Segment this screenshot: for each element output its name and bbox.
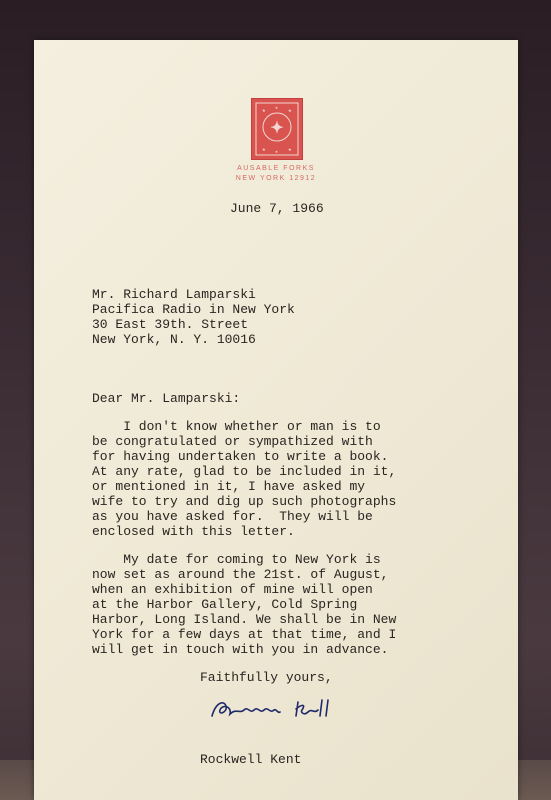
letter-date: June 7, 1966 <box>230 201 324 216</box>
address-line: New York, N. Y. 10016 <box>92 332 256 347</box>
closing: Faithfully yours, <box>200 670 333 685</box>
paragraph-line: I don't know whether or man is to <box>92 419 381 434</box>
svg-text:★: ★ <box>288 107 292 114</box>
address-line: Pacifica Radio in New York <box>92 302 295 317</box>
paragraph-line: enclosed with this letter. <box>92 524 295 539</box>
svg-text:✦: ✦ <box>270 118 284 137</box>
press-seal-icon <box>251 98 303 160</box>
paragraph-line: York for a few days at that time, and I <box>92 627 397 642</box>
paragraph-line: at the Harbor Gallery, Cold Spring <box>92 597 358 612</box>
paragraph-line: as you have asked for. They will be <box>92 509 373 524</box>
svg-text:★: ★ <box>288 146 292 153</box>
paragraph-line: now set as around the 21st. of August, <box>92 567 389 582</box>
address-line: Mr. Richard Lamparski <box>92 287 256 302</box>
paragraph-line: when an exhibition of mine will open <box>92 582 373 597</box>
svg-text:★: ★ <box>262 146 266 153</box>
paragraph-line: At any rate, glad to be included in it, <box>92 464 397 479</box>
paragraph-line: My date for coming to New York is <box>92 552 381 567</box>
signer-name: Rockwell Kent <box>200 752 302 767</box>
svg-text:★: ★ <box>275 149 279 155</box>
letter-sheet <box>34 40 518 800</box>
paragraph-line: or mentioned in it, I have asked my <box>92 479 366 494</box>
paragraph-line: wife to try and dig up such photographs <box>92 494 397 509</box>
paragraph-line: will get in touch with you in advance. <box>92 642 389 657</box>
press-location: NEW YORK 12912 <box>235 175 317 182</box>
svg-text:★: ★ <box>262 107 266 114</box>
address-line: 30 East 39th. Street <box>92 317 249 332</box>
press-name: AUSABLE FORKS <box>237 165 315 172</box>
paragraph-line: Harbor, Long Island. We shall be in New <box>92 612 397 627</box>
paragraph-line: for having undertaken to write a book. <box>92 449 389 464</box>
svg-text:★: ★ <box>275 105 279 111</box>
handwritten-signature <box>206 694 346 724</box>
salutation: Dear Mr. Lamparski: <box>92 391 241 406</box>
paragraph-line: be congratulated or sympathized with <box>92 434 373 449</box>
